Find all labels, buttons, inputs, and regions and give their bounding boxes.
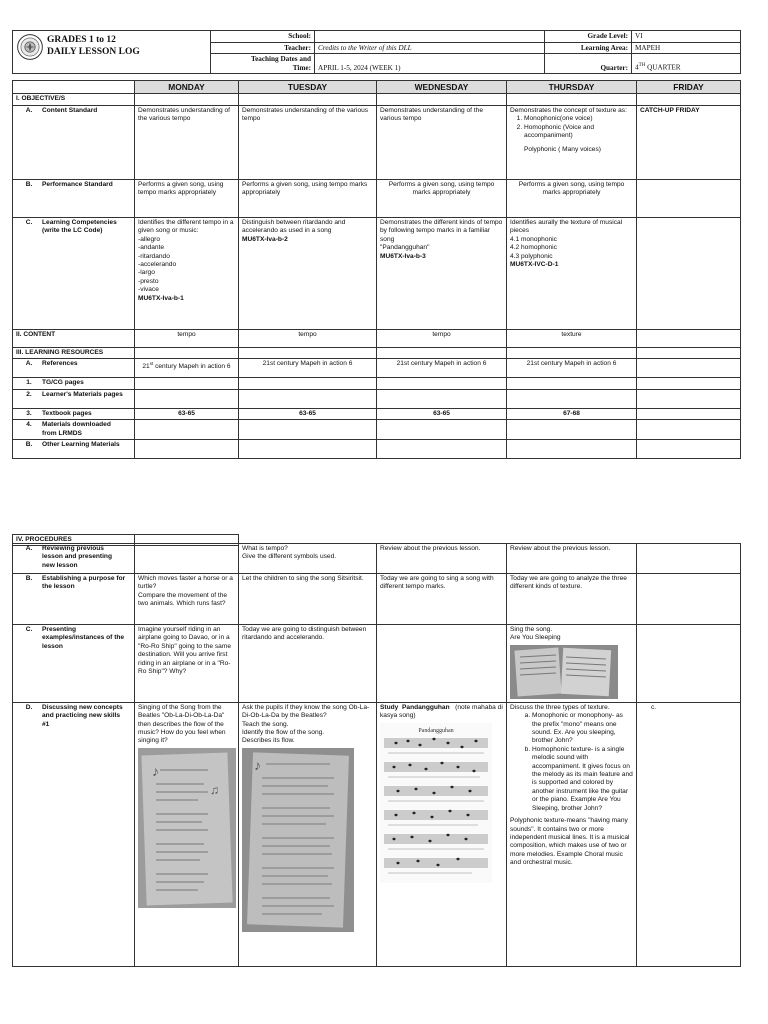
deped-seal-icon	[17, 34, 43, 60]
texture-type-monophonic: a. Monophonic or monophony- as the prefix "mono" means one sound. Ex. Are you sleeping, brother John?	[532, 712, 633, 746]
textbook-pages-monday: 63-65	[135, 408, 239, 419]
school-value	[315, 31, 545, 43]
learning-competencies-tuesday	[239, 218, 377, 330]
references-label	[13, 359, 135, 378]
procedure-a-label	[13, 544, 135, 574]
procedure-c-tuesday: Today we are going to distinguish between ritardando and accelerando.	[239, 625, 377, 703]
references-monday-rest: century Mapeh in action 6	[153, 363, 231, 371]
lrmds-materials-num: 4.	[26, 421, 32, 429]
procedure-d-wednesday-heading	[380, 704, 503, 721]
procedure-b-num: B.	[25, 575, 33, 582]
performance-standard-wednesday: Performs a given song, using tempo marks appropriately	[377, 180, 507, 218]
lc-monday-intro: Identifies the different tempo in a given song or music:	[138, 219, 234, 235]
procedure-c-monday: Imagine yourself riding in an airplane going to Davao, or in a "Ro-Ro Ship" going to the same destination. Will you arrive first riding in an airplane or in a "Ro-Ro Ship"? Why?	[135, 625, 239, 703]
document-title-line1: GRADES 1 to 12	[47, 35, 116, 45]
lesson-log-table	[12, 80, 741, 459]
tempo-item: -andante	[138, 244, 165, 252]
song-note: (note mahaba di kasya song)	[380, 703, 503, 720]
texture-item-homophonic: 2. Homophonic (Voice and accompaniment)	[524, 124, 633, 141]
tempo-item: -allegro	[138, 235, 160, 243]
procedures-heading: IV. PROCEDURES	[13, 535, 135, 546]
learning-competencies-label	[13, 218, 135, 330]
procedure-b-label	[13, 574, 135, 625]
texture-list	[510, 115, 633, 140]
texture-code-item: 4.1 monophonic	[510, 235, 557, 243]
teacher-value: Credits to the Writer of this DLL	[315, 42, 545, 54]
day-header-monday: MONDAY	[135, 81, 239, 94]
procedure-d-monday	[135, 702, 239, 966]
performance-standard-tuesday: Performs a given song, using tempo marks appropriately	[239, 180, 377, 218]
quarter-label: Quarter:	[545, 54, 632, 74]
tg-cg-pages-label	[13, 378, 135, 389]
grade-level-value: VI	[632, 31, 741, 43]
procedure-a-num: A.	[25, 545, 33, 552]
svg-text:♫: ♫	[210, 782, 219, 797]
references-num: A.	[25, 360, 33, 368]
song-lyrics-photo	[242, 748, 354, 932]
learning-area-label: Learning Area:	[545, 42, 632, 54]
procedure-d-tuesday-q2: Teach the song.	[242, 720, 289, 728]
texture-code-item: 4.3 polyphonic	[510, 252, 553, 260]
tempo-item: -presto	[138, 277, 159, 285]
learning-competencies-wednesday	[377, 218, 507, 330]
procedure-b-monday-q2: Compare the movement of the two animals. Which runs fast?	[138, 591, 228, 608]
tempo-item: -largo	[138, 269, 155, 277]
lc-code-note: (write the LC Code)	[42, 227, 103, 235]
content-heading: II. CONTENT	[13, 330, 135, 348]
content-standard-thursday	[507, 106, 637, 180]
procedure-d-label	[13, 702, 135, 966]
procedure-b-tuesday: Let the children to sing the song Sitsiritsit.	[239, 574, 377, 625]
tempo-item: -vivace	[138, 286, 159, 294]
procedure-c-thursday	[507, 625, 637, 703]
procedure-a-text: Reviewing previous lesson and presenting new lesson	[42, 545, 112, 569]
learners-materials-num: 2.	[26, 390, 32, 398]
quarter-value	[632, 54, 741, 74]
textbook-pages-num: 3.	[26, 409, 32, 417]
document-title-line2: DAILY LESSON LOG	[47, 46, 140, 57]
svg-text:♪: ♪	[254, 756, 261, 773]
textbook-pages-tuesday: 63-65	[239, 408, 377, 419]
lc-code-monday: MU6TX-Iva-b-1	[138, 294, 184, 302]
tempo-list	[138, 236, 235, 295]
performance-standard-num: B.	[25, 181, 33, 188]
learners-materials-label	[13, 389, 135, 408]
learning-resources-heading: III. LEARNING RESOURCES	[13, 348, 135, 359]
performance-standard-text: Performance Standard	[42, 181, 113, 188]
procedure-c-label	[13, 625, 135, 703]
performance-standard-label	[13, 180, 135, 218]
teaching-dates-label	[211, 54, 315, 74]
procedure-c-thursday-line1: Sing the song.	[510, 626, 553, 633]
content-standard-monday: Demonstrates understanding of the various tempo	[135, 106, 239, 180]
texture-types-list	[510, 712, 633, 813]
procedure-d-monday-text: Singing of the Song from the Beatles "Ob-La-Di-Ob-La-Da" then describes the flow of the music? How do you feel when singing it?	[138, 703, 226, 745]
texture-type-polyphonic: Polyphonic texture-means "having many sounds". It contains two or more independent musical lines. It is a musical composition, which makes use of two or more melodies. Example Choral music and orchestral music.	[510, 817, 630, 867]
procedure-b-monday	[135, 574, 239, 625]
references-monday-num: 21	[142, 363, 150, 371]
performance-standard-monday: Performs a given song, using tempo marks appropriately	[135, 180, 239, 218]
learning-competencies-text: Learning Competencies	[42, 219, 117, 226]
score-title: Pandangguhan	[418, 727, 454, 734]
learners-materials-text: Learner's Materials pages	[42, 390, 123, 398]
procedure-a-tuesday-q2: Give the different symbols used.	[242, 553, 337, 561]
content-thursday: texture	[507, 330, 637, 348]
quarter-number: 4	[635, 63, 639, 72]
textbook-pages-label	[13, 408, 135, 419]
texture-item-polyphonic: Polyphonic ( Many voices)	[524, 145, 601, 153]
procedure-a-thursday: Review about the previous lesson.	[507, 544, 637, 574]
procedures-table	[12, 543, 741, 967]
quarter-word: QUARTER	[645, 63, 681, 72]
procedure-d-tuesday-q1: Ask the pupils if they know the song Ob-La-Di-Ob-La-Da by the Beatles?	[242, 703, 370, 720]
teacher-label: Teacher:	[211, 42, 315, 54]
lrmds-materials-label	[13, 420, 135, 440]
content-wednesday: tempo	[377, 330, 507, 348]
teaching-dates-label-line1: Teaching Dates and	[250, 55, 311, 64]
other-materials-label	[13, 440, 135, 459]
song-title: Pandangguhan	[402, 703, 450, 711]
tg-cg-pages-num: 1.	[26, 379, 32, 387]
references-tuesday: 21st century Mapeh in action 6	[239, 359, 377, 378]
tempo-item: -ritardando	[138, 252, 170, 260]
procedure-b-monday-q1: Which moves faster a horse or a turtle?	[138, 575, 233, 591]
day-header-tuesday: TUESDAY	[239, 81, 377, 94]
header-title-cell	[13, 31, 211, 74]
content-standard-label	[13, 106, 135, 180]
tempo-item: -accelerando	[138, 261, 177, 269]
teaching-dates-label-line2: Time:	[292, 63, 311, 72]
content-tuesday: tempo	[239, 330, 377, 348]
corner-cell	[13, 81, 135, 94]
pandangguhan-score	[380, 723, 492, 883]
other-materials-num: B.	[25, 441, 33, 449]
school-label: School:	[211, 31, 315, 43]
lc-code-wednesday: MU6TX-Iva-b-3	[380, 252, 426, 260]
performance-standard-thursday: Performs a given song, using tempo marks appropriately	[507, 180, 637, 218]
learning-competencies-monday	[135, 218, 239, 330]
lrmds-materials-text: Materials downloaded from LRMDS	[42, 421, 111, 437]
day-header-thursday: THURSDAY	[507, 81, 637, 94]
references-monday-sup: st	[149, 361, 154, 367]
quarter-suffix: TH	[638, 63, 646, 69]
procedure-d-wednesday	[377, 702, 507, 966]
lc-code-tuesday: MU6TX-Iva-b-2	[242, 235, 288, 243]
tg-cg-pages-text: TG/CG pages	[42, 379, 84, 387]
teaching-dates-value: APRIL 1-5, 2024 (WEEK 1)	[315, 54, 545, 74]
procedure-d-num: D.	[25, 703, 33, 711]
texture-item-monophonic: 1. Monophonic(one voice)	[524, 115, 633, 123]
procedure-c-num: C.	[25, 626, 33, 633]
lc-wednesday-song: "Pandangguhan"	[380, 244, 430, 252]
learning-competencies-thursday	[507, 218, 637, 330]
content-standard-num: A.	[25, 107, 33, 114]
header-table	[12, 30, 741, 74]
day-header-wednesday: WEDNESDAY	[377, 81, 507, 94]
references-wednesday: 21st century Mapeh in action 6	[377, 359, 507, 378]
content-monday: tempo	[135, 330, 239, 348]
procedure-a-tuesday	[239, 544, 377, 574]
lyrics-sheet-photo	[138, 748, 236, 908]
content-standard-thursday-intro: Demonstrates the concept of texture as:	[510, 107, 627, 114]
references-text: References	[42, 360, 78, 368]
grade-level-label: Grade Level:	[545, 31, 632, 43]
procedure-d-thursday	[507, 702, 637, 966]
content-standard-text: Content Standard	[42, 107, 98, 114]
study-word: Study	[380, 703, 399, 711]
procedure-d-thursday-intro: Discuss the three types of texture.	[510, 703, 610, 711]
procedure-b-thursday: Today we are going to analyze the three different kinds of texture.	[507, 574, 637, 625]
textbook-pages-text: Textbook pages	[42, 409, 92, 417]
procedure-d-friday: c.	[637, 702, 741, 966]
procedure-d-text: Discussing new concepts and practicing new skills #1	[42, 703, 123, 728]
procedure-b-text: Establishing a purpose for the lesson	[42, 575, 126, 591]
catch-up-friday: CATCH-UP FRIDAY	[637, 106, 741, 180]
textbook-pages-thursday: 67-68	[507, 408, 637, 419]
objectives-heading: I. OBJECTIVE/S	[13, 94, 135, 106]
procedure-d-tuesday-q3: Identify the flow of the song.	[242, 729, 325, 737]
texture-type-homophonic: b. Homophonic texture- is a single melodic sound with accompaniment. It gives focus on the melody as its main feature and is supported and colored by another instrument like the guitar or the piano. Example Are You Sleeping, brother John?	[532, 746, 633, 813]
other-materials-text: Other Learning Materials	[42, 441, 120, 449]
day-header-friday: FRIDAY	[637, 81, 741, 94]
lc-tuesday-text: Distinguish between ritardando and accelerando as used in a song	[242, 219, 346, 235]
procedure-a-tuesday-q1: What is tempo?	[242, 545, 288, 552]
learning-area-value: MAPEH	[632, 42, 741, 54]
procedure-b-wednesday: Today we are going to sing a song with different tempo marks.	[377, 574, 507, 625]
lc-thursday-text: Identifies aurally the texture of musical pieces	[510, 219, 623, 235]
procedure-c-text: Presenting examples/instances of the lesson	[42, 626, 125, 650]
procedure-a-wednesday: Review about the previous lesson.	[377, 544, 507, 574]
content-standard-tuesday: Demonstrates understanding of the various tempo	[239, 106, 377, 180]
references-thursday: 21st century Mapeh in action 6	[507, 359, 637, 378]
content-standard-wednesday: Demonstrates understanding of the various tempo	[377, 106, 507, 180]
procedure-d-tuesday-q4: Describes its flow.	[242, 737, 295, 745]
songbook-photo	[510, 645, 618, 699]
lc-code-thursday: MU6TX-IVC-D-1	[510, 261, 559, 269]
procedure-d-tuesday	[239, 702, 377, 966]
learning-competencies-num: C.	[25, 219, 33, 226]
textbook-pages-wednesday: 63-65	[377, 408, 507, 419]
lc-wednesday-text: Demonstrates the different kinds of tempo by following tempo marks in a familiar song	[380, 219, 503, 243]
texture-code-item: 4.2 homophonic	[510, 244, 557, 252]
procedure-c-thursday-line2: Are You Sleeping	[510, 634, 561, 642]
references-monday	[135, 359, 239, 378]
svg-text:♪: ♪	[152, 762, 159, 779]
